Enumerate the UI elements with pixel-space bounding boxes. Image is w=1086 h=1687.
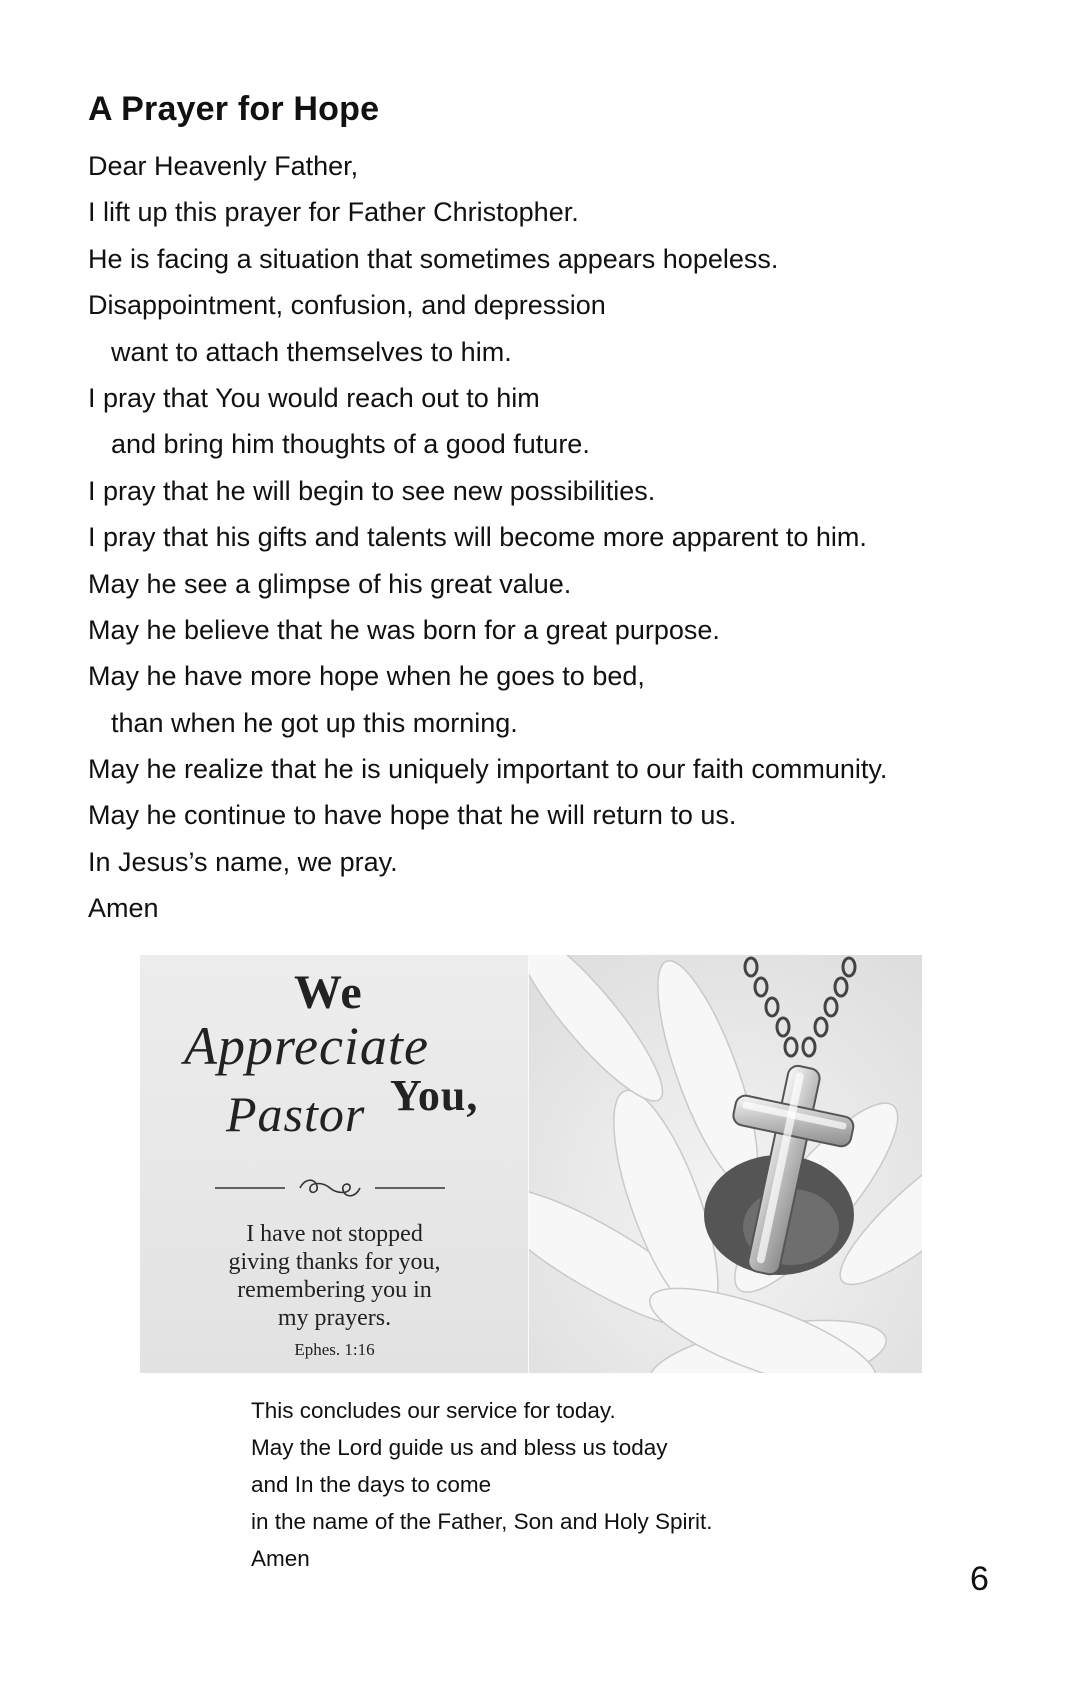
card-text-panel <box>140 955 529 1373</box>
closing-line: May the Lord guide us and bless us today <box>251 1435 668 1460</box>
card-verse-line: giving thanks for you, <box>228 1249 441 1275</box>
page-number: 6 <box>970 1560 989 1598</box>
card-line-pastor: Pastor <box>226 1086 366 1142</box>
prayer-line: May he realize that he is uniquely important to our faith community. <box>88 754 888 785</box>
prayer-line: I pray that he will begin to see new possibilities. <box>88 475 656 506</box>
card-verse <box>140 1220 529 1332</box>
prayer-line: than when he got up this morning. <box>111 707 518 738</box>
flourish-ornament-icon <box>215 1173 445 1203</box>
closing-line: in the name of the Father, Son and Holy Spirit. <box>251 1509 713 1534</box>
prayer-line: May he believe that he was born for a great purpose. <box>88 614 720 645</box>
card-line-we: We <box>294 966 363 1019</box>
card-verse-line: my prayers. <box>277 1305 392 1331</box>
pastor-appreciation-card <box>140 955 922 1373</box>
prayer-line: Dear Heavenly Father, <box>88 151 359 181</box>
prayer-line: He is facing a situation that sometimes appears hopeless. <box>88 243 779 274</box>
prayer-line: In Jesus’s name, we pray. <box>88 846 398 877</box>
prayer-line: and bring him thoughts of a good future. <box>111 429 590 460</box>
closing-line: and In the days to come <box>251 1472 492 1497</box>
prayer-line: I pray that his gifts and talents will become more apparent to him. <box>88 522 867 553</box>
prayer-line: I lift up this prayer for Father Christopher. <box>88 197 579 228</box>
closing-line: This concludes our service for today. <box>251 1398 616 1423</box>
card-line-appreciate: Appreciate <box>184 1016 429 1076</box>
cross-necklace-on-daisy-icon <box>529 955 922 1373</box>
card-verse-line: I have not stopped <box>246 1221 423 1247</box>
prayer-line: Amen <box>88 893 159 924</box>
card-line-you: You, <box>390 1071 479 1120</box>
prayer-line: May he continue to have hope that he will return to us. <box>88 800 737 831</box>
prayer-line: Disappointment, confusion, and depression <box>88 290 606 321</box>
card-verse-line: remembering you in <box>237 1277 432 1303</box>
prayer-line: May he see a glimpse of his great value. <box>88 568 572 599</box>
prayer-line: want to attach themselves to him. <box>111 336 512 367</box>
closing-text <box>251 1392 713 1577</box>
prayer-body <box>88 143 1048 932</box>
card-verse-reference: Ephes. 1:16 <box>294 1340 375 1359</box>
closing-line: Amen <box>251 1546 310 1571</box>
prayer-line: May he have more hope when he goes to bed, <box>88 661 645 692</box>
prayer-line: I pray that You would reach out to him <box>88 382 540 413</box>
page-title: A Prayer for Hope <box>88 90 380 128</box>
